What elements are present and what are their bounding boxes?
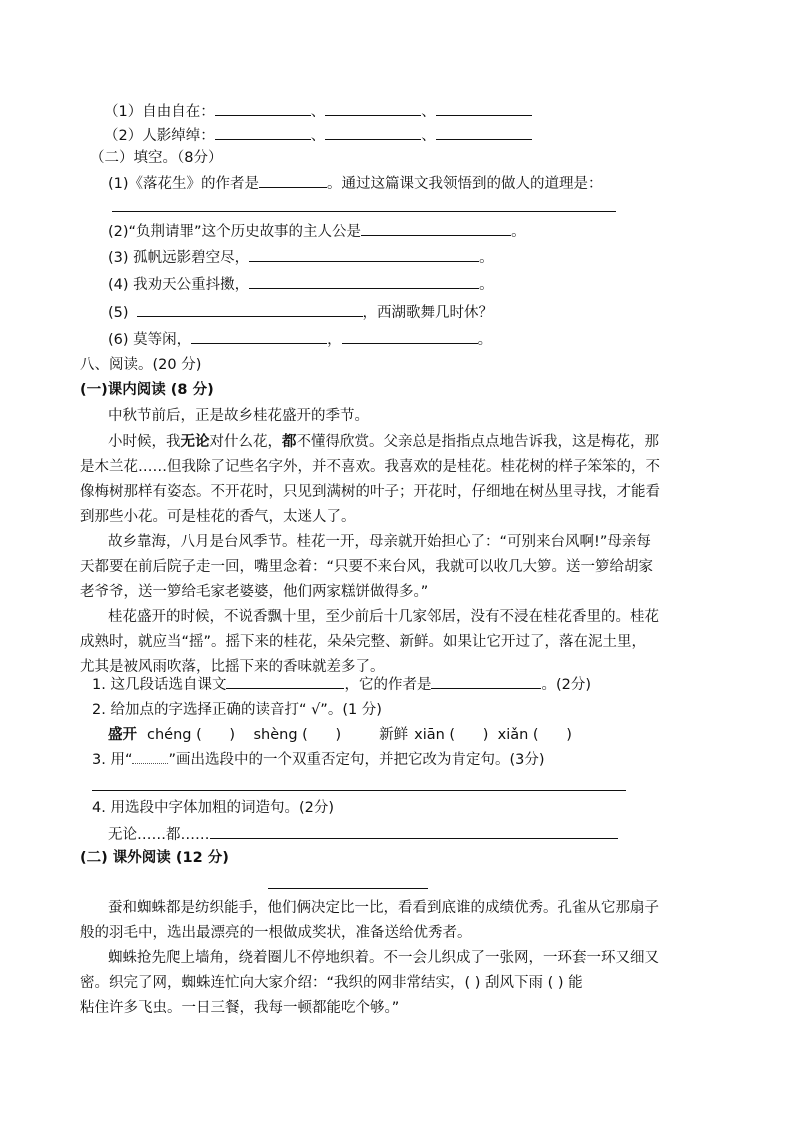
- passage-p3-line: 天都要在前后院子走一回，嘴里念着：“只要不来台风，我就可以收几大箩。送一箩给胡家: [80, 559, 654, 575]
- reading-q4: 4. 用选段中字体加粗的词造句。(2分): [92, 800, 334, 816]
- answer-blank[interactable]: [215, 124, 311, 140]
- pinyin-options[interactable]: xiān ( ) xiǎn ( ): [414, 727, 572, 743]
- answer-blank[interactable]: [436, 100, 532, 116]
- reading-sub2: (二) 课外阅读 (12 分): [80, 850, 229, 866]
- pinyin-word: 盛开: [108, 727, 137, 743]
- bold-word: 都: [282, 434, 297, 450]
- reading-q3: 3. 用“ ”画出选段中的一个双重否定句，并把它改为肯定句。(3分): [92, 752, 545, 768]
- passage-p1: 中秋节前后，正是故乡桂花盛开的季节。: [108, 408, 369, 424]
- passage-p4-line: 成熟时，就应当“摇”。摇下来的桂花，朵朵完整、新鲜。如果让它开过了，落在泥土里，: [80, 634, 647, 650]
- fill-heading: （二）填空。（8分）: [90, 150, 223, 166]
- extra-p1-line: 般的羽毛中，选出最漂亮的一根做成奖状，准备送给优秀者。: [80, 925, 472, 941]
- answer-blank[interactable]: [226, 673, 344, 689]
- fill-q6: (6) 莫等闲， ， 。: [108, 328, 492, 350]
- passage-p2-line: 到那些小花。可是桂花的香气，太迷人了。: [80, 509, 356, 525]
- answer-line[interactable]: [112, 211, 616, 212]
- answer-blank[interactable]: [259, 172, 327, 188]
- answer-blank[interactable]: [137, 301, 363, 317]
- bold-word: 无论: [180, 434, 210, 450]
- answer-blank[interactable]: [325, 100, 421, 116]
- pinyin-word: 新鲜: [379, 727, 409, 743]
- passage-p2-line: 像梅树那样有姿态。不开花时，只见到满树的叶子；开花时，仔细地在树丛里寻找，才能看: [80, 484, 660, 500]
- fill-q1: (1)《落花生》的作者是 。通过这篇课文我领悟到的做人的道理是：: [108, 172, 603, 194]
- passage-p3-line: 老爷爷，送一箩给毛家老婆婆，他们两家糕饼做得多。”: [80, 584, 429, 600]
- answer-blank[interactable]: [342, 328, 478, 344]
- title-blank[interactable]: [268, 888, 428, 889]
- passage-p4-line: 桂花盛开的时候，不说香飘十里，至少前后十几家邻居，没有不浸在桂花香里的。桂花: [108, 609, 659, 625]
- fill-q2: (2)“负荆请罪”这个历史故事的主人公是 。: [108, 220, 526, 242]
- extra-p2-line: 密。织完了网，蜘蛛连忙向大家介绍：“我织的网非常结实，( ) 刮风下雨 ( ) 能: [80, 975, 583, 991]
- reading-heading: 八、阅读。(20 分): [80, 357, 202, 373]
- fill-q3: (3) 孤帆远影碧空尽， 。: [108, 246, 494, 268]
- reading-q2-options: [108, 725, 572, 745]
- passage-p2-line: 是木兰花……但我除了记些名字外，并不喜欢。我喜欢的是桂花。桂花树的样子笨笨的，不: [80, 459, 660, 475]
- vocab-item-1: （1）自由自在： 、 、: [104, 100, 532, 122]
- answer-blank[interactable]: [191, 328, 327, 344]
- passage-p3-line: 故乡靠海，八月是台风季节。桂花一开，母亲就开始担心了：“可别来台风啊!”母亲每: [108, 534, 651, 550]
- reading-sub1: (一)课内阅读 (8 分): [80, 382, 214, 398]
- extra-p2-line: 粘住许多飞虫。一日三餐，我每一顿都能吃个够。”: [80, 1000, 400, 1016]
- answer-blank[interactable]: [249, 246, 479, 262]
- wavy-underline-icon: [132, 751, 168, 764]
- passage-p2-line: 小时候，我无论对什么花，都不懂得欣赏。父亲总是指指点点地告诉我，这是梅花，那: [108, 434, 659, 450]
- answer-blank[interactable]: [436, 124, 532, 140]
- pinyin-options[interactable]: chéng ( ) shèng ( ): [147, 727, 342, 743]
- extra-p2-line: 蜘蛛抢先爬上墙角，绕着圈儿不停地织着。不一会儿织成了一张网，一环套一环又细又: [108, 950, 659, 966]
- answer-blank[interactable]: [431, 673, 541, 689]
- answer-blank[interactable]: [215, 100, 311, 116]
- answer-blank[interactable]: [325, 124, 421, 140]
- passage-p4-line: 尤其是被风雨吹落，比摇下来的香味就差多了。: [80, 659, 385, 675]
- fill-q4: (4) 我劝天公重抖擞， 。: [108, 273, 494, 295]
- reading-q2: 2. 给加点的字选择正确的读音打“ √”。(1 分): [92, 702, 382, 718]
- reading-q1: 1. 这几段话选自课文 ，它的作者是 。(2分): [92, 673, 591, 695]
- answer-line[interactable]: [92, 790, 626, 791]
- extra-p1-line: 蚕和蜘蛛都是纺织能手，他们俩决定比一比，看看到底谁的成绩优秀。孔雀从它那扇子: [108, 900, 659, 916]
- reading-q4-answer: 无论……都……: [108, 823, 618, 845]
- answer-blank[interactable]: [361, 220, 511, 236]
- vocab-item-2-label: （2）人影绰绰：: [104, 128, 215, 144]
- fill-q5: (5) ，西湖歌舞几时休？: [108, 301, 493, 323]
- answer-blank[interactable]: [249, 273, 479, 289]
- vocab-item-1-label: （1）自由自在：: [104, 104, 215, 120]
- answer-blank[interactable]: [210, 823, 618, 839]
- vocab-item-2: （2）人影绰绰： 、 、: [104, 124, 532, 146]
